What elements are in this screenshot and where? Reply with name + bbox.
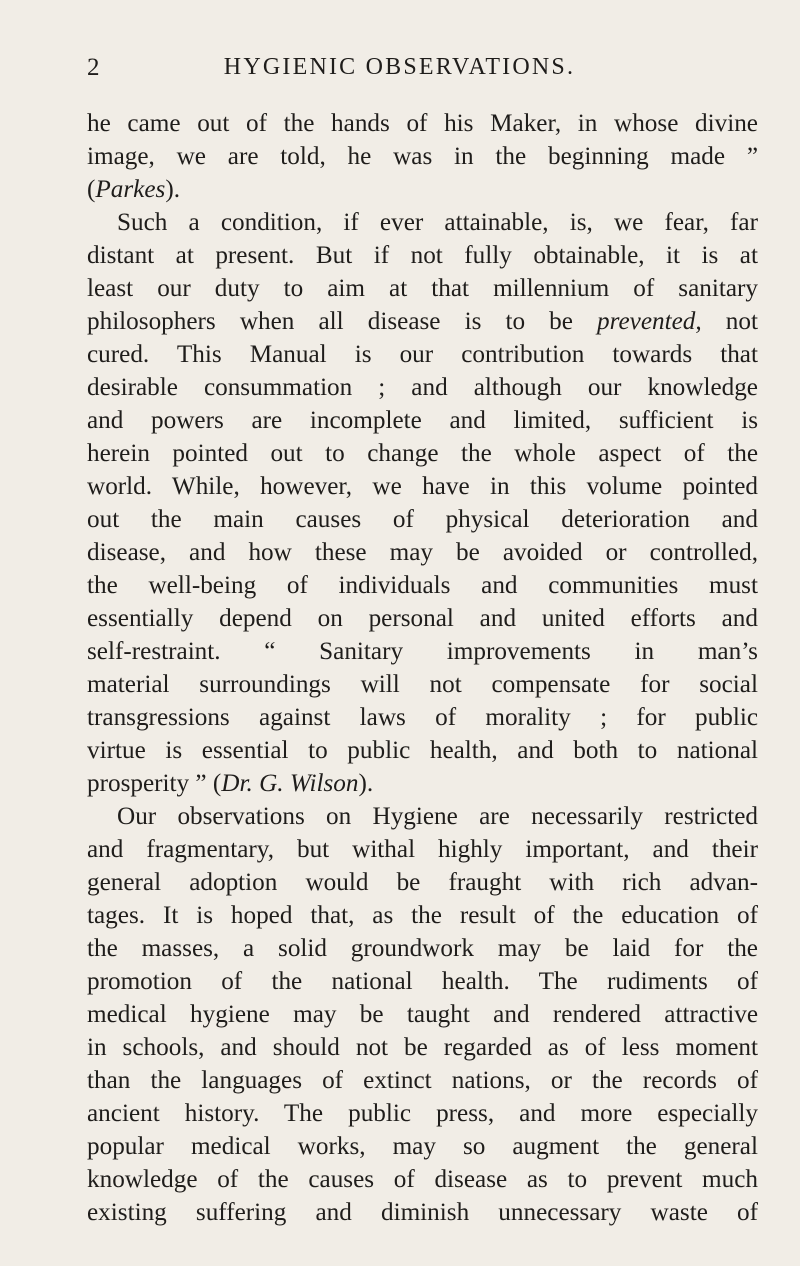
text-segment: transgressions against laws of morality ; for public [87,704,758,731]
text-segment: medical hygiene may be taught and rendered attractive [87,1001,758,1028]
page-header [87,54,712,88]
text-line [87,800,758,833]
text-line [87,1097,758,1130]
text-segment: disease, and how these may be avoided or controlled, [87,539,758,566]
text-segment: herein pointed out to change the whole aspect of the [87,440,758,467]
text-segment: desirable consummation ; and although our knowledge [87,374,758,401]
text-line [87,140,758,173]
page-number: 2 [87,54,101,81]
text-segment: not [701,308,758,335]
text-line [87,1031,758,1064]
text-segment: tages. It is hoped that, as the result of the education of [87,902,758,929]
text-line [87,866,758,899]
text-segment: out the main causes of physical deterioration and [87,506,758,533]
text-segment: cured. This Manual is our contribution towards that [87,341,758,368]
text-segment: prosperity ” ( [87,770,222,797]
text-line [87,569,758,602]
text-line [87,107,758,140]
text-segment: the masses, a solid groundwork may be laid for the [87,935,758,962]
text-segment: and powers are incomplete and limited, sufficient is [87,407,758,434]
italic-text: Parkes [95,176,166,203]
text-line [87,239,758,272]
text-line [87,998,758,1031]
text-line [87,503,758,536]
text-line [87,1196,758,1229]
text-segment: he came out of the hands of his Maker, in whose divine [87,110,758,137]
text-segment: ). [165,176,181,203]
text-line [87,965,758,998]
text-line [87,1130,758,1163]
text-segment: virtue is essential to public health, and both to national [87,737,758,764]
text-line [87,1163,758,1196]
text-segment: and fragmentary, but withal highly important, and their [87,836,758,863]
italic-text: prevented, [597,308,702,335]
text-segment: philosophers when all disease is to be [87,308,598,335]
text-segment: material surroundings will not compensate for social [87,671,758,698]
running-title: HYGIENIC OBSERVATIONS. [223,54,576,80]
text-segment: least our duty to aim at that millennium of sanitary [87,275,758,302]
text-line [87,470,758,503]
text-line [87,173,758,206]
text-segment: world. While, however, we have in this volume pointed [87,473,758,500]
text-segment: in schools, and should not be regarded as of less moment [87,1034,758,1061]
text-line [87,767,758,800]
text-line [87,437,758,470]
text-segment: the well-being of individuals and communities must [87,572,758,599]
text-segment: distant at present. But if not fully obtainable, it is at [87,242,758,269]
text-segment: Our observations on Hygiene are necessarily restricted [117,803,758,830]
text-line [87,404,758,437]
text-line [87,899,758,932]
text-segment: promotion of the national health. The rudiments of [87,968,758,995]
text-segment: essentially depend on personal and united efforts and [87,605,758,632]
body-text [87,107,758,1229]
text-line [87,305,758,338]
text-segment: general adoption would be fraught with rich advan- [87,869,758,896]
text-segment: existing suffering and diminish unnecessary waste of [87,1199,758,1226]
text-segment: ). [358,770,374,797]
italic-text: Dr. G. Wilson [221,770,359,797]
text-line [87,272,758,305]
text-line [87,734,758,767]
text-line [87,206,758,239]
text-segment: self-restraint. “ Sanitary improvements in man’s [87,638,758,665]
text-segment: popular medical works, may so augment the general [87,1133,758,1160]
text-line [87,1064,758,1097]
text-segment: than the languages of extinct nations, or the records of [87,1067,758,1094]
text-line [87,932,758,965]
text-line [87,338,758,371]
text-line [87,668,758,701]
text-line [87,371,758,404]
text-line [87,701,758,734]
text-line [87,602,758,635]
text-segment: knowledge of the causes of disease as to prevent much [87,1166,758,1193]
text-segment: Such a condition, if ever attainable, is, we fear, far [117,209,758,236]
text-line [87,536,758,569]
text-line [87,635,758,668]
text-segment: image, we are told, he was in the beginning made ” [87,143,758,170]
text-segment: ancient history. The public press, and more especially [87,1100,758,1127]
text-segment: ( [87,176,96,203]
text-line [87,833,758,866]
